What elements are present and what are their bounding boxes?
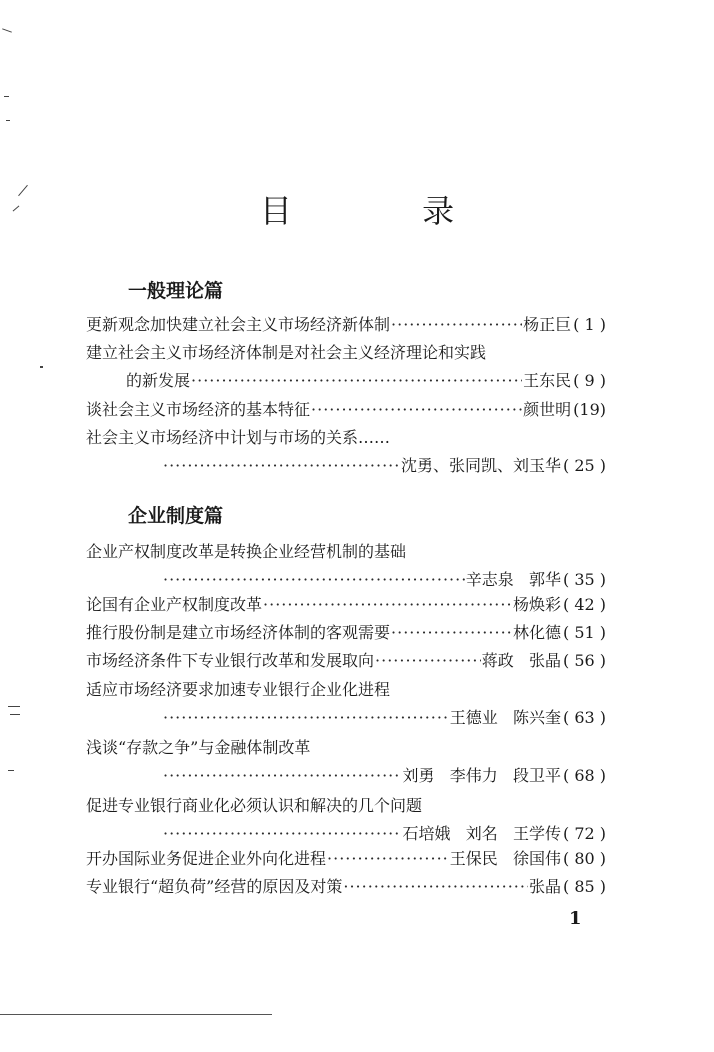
- entry-title: 浅谈“存款之争”与金融体制改革: [86, 738, 311, 757]
- entry-page: (19): [573, 400, 606, 419]
- page-title: 目 录: [259, 192, 515, 230]
- dot-leader: [163, 453, 400, 479]
- toc-entry[interactable]: [86, 340, 606, 394]
- entry-authors: 王东民: [523, 371, 572, 390]
- toc-entry[interactable]: [86, 677, 606, 731]
- scan-artifact: [2, 28, 12, 32]
- entry-page: ( 80 ): [562, 849, 606, 868]
- toc-entry[interactable]: [86, 648, 606, 674]
- scan-artifact: [8, 770, 14, 771]
- dot-leader: [391, 312, 522, 338]
- dot-leader: [375, 648, 481, 674]
- entry-title: 更新观念加快建立社会主义市场经济新体制: [86, 315, 391, 334]
- dot-leader: [163, 821, 401, 847]
- entry-authors: 沈勇、张同凯、刘玉华: [400, 456, 561, 475]
- dot-leader: [263, 592, 512, 618]
- toc-entry[interactable]: [86, 620, 606, 646]
- toc-entry[interactable]: [86, 592, 606, 618]
- scan-artifact: [40, 366, 43, 368]
- entry-page: ( 56 ): [562, 651, 606, 670]
- entry-authors: 辛志泉 郭华: [465, 570, 561, 589]
- scan-artifact: [4, 96, 9, 97]
- entry-title: 建立社会主义市场经济体制是对社会主义经济理论和实践: [86, 343, 487, 362]
- entry-authors: 王保民 徐国伟: [449, 849, 561, 868]
- toc-entry[interactable]: [86, 735, 606, 789]
- dot-leader: [391, 620, 512, 646]
- entry-page: ( 25 ): [562, 456, 606, 475]
- toc-entry[interactable]: [86, 397, 606, 423]
- entry-title-continued: 的新发展: [126, 371, 191, 390]
- scan-artifact: [10, 714, 20, 715]
- entry-authors: 张晶: [528, 877, 561, 896]
- entry-page: ( 63 ): [562, 708, 606, 727]
- toc-entry[interactable]: [86, 874, 606, 900]
- entry-page: ( 35 ): [562, 570, 606, 589]
- entry-page: ( 85 ): [562, 877, 606, 896]
- entry-authors: 刘勇 李伟力 段卫平: [402, 766, 561, 785]
- entry-page: ( 9 ): [573, 371, 606, 390]
- dot-leader: [327, 846, 449, 872]
- dot-leader: [343, 874, 528, 900]
- entry-authors: 石培娥 刘名 王学传: [402, 824, 561, 843]
- dot-leader: [163, 567, 465, 593]
- entry-title: 适应市场经济要求加速专业银行企业化进程: [86, 680, 391, 699]
- entry-title: 社会主义市场经济中计划与市场的关系……: [86, 428, 391, 447]
- entry-title: 推行股份制是建立市场经济体制的客观需要: [86, 623, 391, 642]
- entry-page: ( 51 ): [562, 623, 606, 642]
- dot-leader: [163, 763, 401, 789]
- entry-authors: 颜世明: [523, 400, 572, 419]
- entry-authors: 蒋政 张晶: [481, 651, 561, 670]
- toc-entry[interactable]: [86, 312, 606, 338]
- toc-entry[interactable]: [86, 539, 606, 593]
- entry-authors: 杨正巨: [523, 315, 572, 334]
- dot-leader: [311, 397, 522, 423]
- page-number: 1: [569, 908, 582, 929]
- dot-leader: [163, 705, 449, 731]
- dot-leader: [191, 368, 522, 394]
- entry-title: 专业银行“超负荷”经营的原因及对策: [86, 877, 343, 896]
- entry-page: ( 1 ): [573, 315, 606, 334]
- entry-page: ( 72 ): [562, 824, 606, 843]
- entry-title: 市场经济条件下专业银行改革和发展取向: [86, 651, 375, 670]
- entry-page: ( 42 ): [562, 595, 606, 614]
- entry-authors: 杨焕彩: [512, 595, 561, 614]
- entry-title: 企业产权制度改革是转换企业经营机制的基础: [86, 542, 407, 561]
- toc-entry[interactable]: [86, 793, 606, 847]
- scan-artifact: [6, 120, 10, 121]
- toc-entry[interactable]: [86, 425, 606, 479]
- section-title-general-theory: 一般理论篇: [128, 280, 224, 302]
- toc-entry[interactable]: [86, 846, 606, 872]
- entry-authors: 王德业 陈兴奎: [449, 708, 561, 727]
- entry-title: 开办国际业务促进企业外向化进程: [86, 849, 327, 868]
- entry-page: ( 68 ): [562, 766, 606, 785]
- entry-title: 谈社会主义市场经济的基本特征: [86, 400, 311, 419]
- entry-authors: 林化德: [512, 623, 561, 642]
- section-title-enterprise-system: 企业制度篇: [128, 505, 224, 527]
- entry-title: 促进专业银行商业化必须认识和解决的几个问题: [86, 796, 423, 815]
- bottom-rule: [0, 1014, 272, 1015]
- scan-artifact: [8, 706, 20, 707]
- entry-title: 论国有企业产权制度改革: [86, 595, 263, 614]
